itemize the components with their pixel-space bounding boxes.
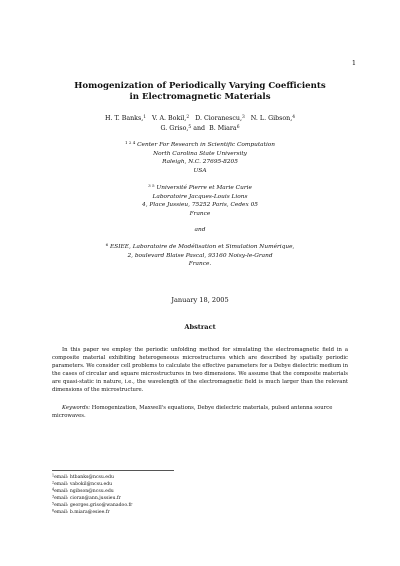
affiliation-upmc [0,184,400,218]
footnote: $^4$email: ngibson@ncsu.edu [52,487,114,495]
author-line [0,114,400,124]
keywords-label: Keywords: [62,405,91,411]
affiliation-line: France [189,210,211,217]
affiliation-esiee [0,243,400,269]
affiliation-line: Center For Research in Scientific Computation [137,142,276,148]
footnote: $^6$email: b.miara@esiee.fr [52,509,110,516]
author: B. Miara$^6$ [209,125,240,132]
affiliation-line: USA [193,167,207,174]
author: N. L. Gibson,$^4$ [250,115,296,122]
affiliation-line: 4, Place Jussieu, 75252 Paris, Cedex 05 [142,202,258,209]
title-line: Homogenization of Periodically Varying Coefficients [74,81,326,91]
abstract-body: In this paper we employ the periodic unfolding method for simulating the electromagnetic field in a composite material exhibiting heterogeneous microstructures which are described by spatially periodic parameters. We consider cell problems to calculate the effective parameters for a Debye dielectric medium in the cases of circular and square microstructures in two dimensions. We assume that the composite materials are quasi-static in nature, i.e., the wavelength of the electromagnetic field is much larger than the relevant dimensions of the microstructure. [52,347,348,394]
footnote: $^3$email: cioran@ann.jussieu.fr [52,494,121,502]
paper-title [0,81,400,102]
affiliation-line: ESIEE, Laboratoire de Modélisation et Simulation Numérique, [110,244,295,250]
affiliation-marker: 3 5 [148,183,155,189]
author-list [0,114,400,134]
affiliation-marker: 6 [105,242,109,248]
affiliation-line: France. [188,261,212,268]
and-separator: and [194,227,206,233]
page-number: 1 [351,59,356,67]
author-line [0,124,400,134]
affiliation-line: Université Pierre et Marie Curie [156,185,252,191]
footnotes [52,474,132,517]
abstract-heading: Abstract [184,323,216,331]
author: D. Cioranescu,$^3$ [195,115,245,122]
author: H. T. Banks,$^1$ [104,115,147,122]
footnote: $^1$email: htbanks@ncsu.edu [52,473,114,480]
author: V. A. Bokil,$^2$ [152,115,190,122]
keywords-text: Homogenization, Maxwell's equations, Debye dielectric materials, pulsed antenna source microwaves. [52,405,333,420]
affiliation-line: 2, boulevard Blaise Pascal, 93160 Noisy-le-Grand [127,252,273,259]
title-line: in Electromagnetic Materials [129,91,271,102]
footnote: $^2$email: vabokil@ncsu.edu [52,480,113,488]
affiliation-marker: 1 2 4 [124,140,136,146]
affiliation-line: Raleigh, N.C. 27695-8205 [162,159,238,166]
footnote-divider [52,470,174,471]
conjunction: and [193,125,206,132]
keywords [52,404,348,420]
footnote: $^5$email: georges.griso@wanadoo.fr [52,501,133,509]
affiliation-ncsu [0,141,400,175]
affiliation-line: Laboratoire Jacques-Louis Lions [152,193,248,200]
affiliation-line: North Carolina State University [153,150,247,157]
author: G. Griso,$^5$ [160,125,192,132]
paper-date: January 18, 2005 [171,296,229,304]
